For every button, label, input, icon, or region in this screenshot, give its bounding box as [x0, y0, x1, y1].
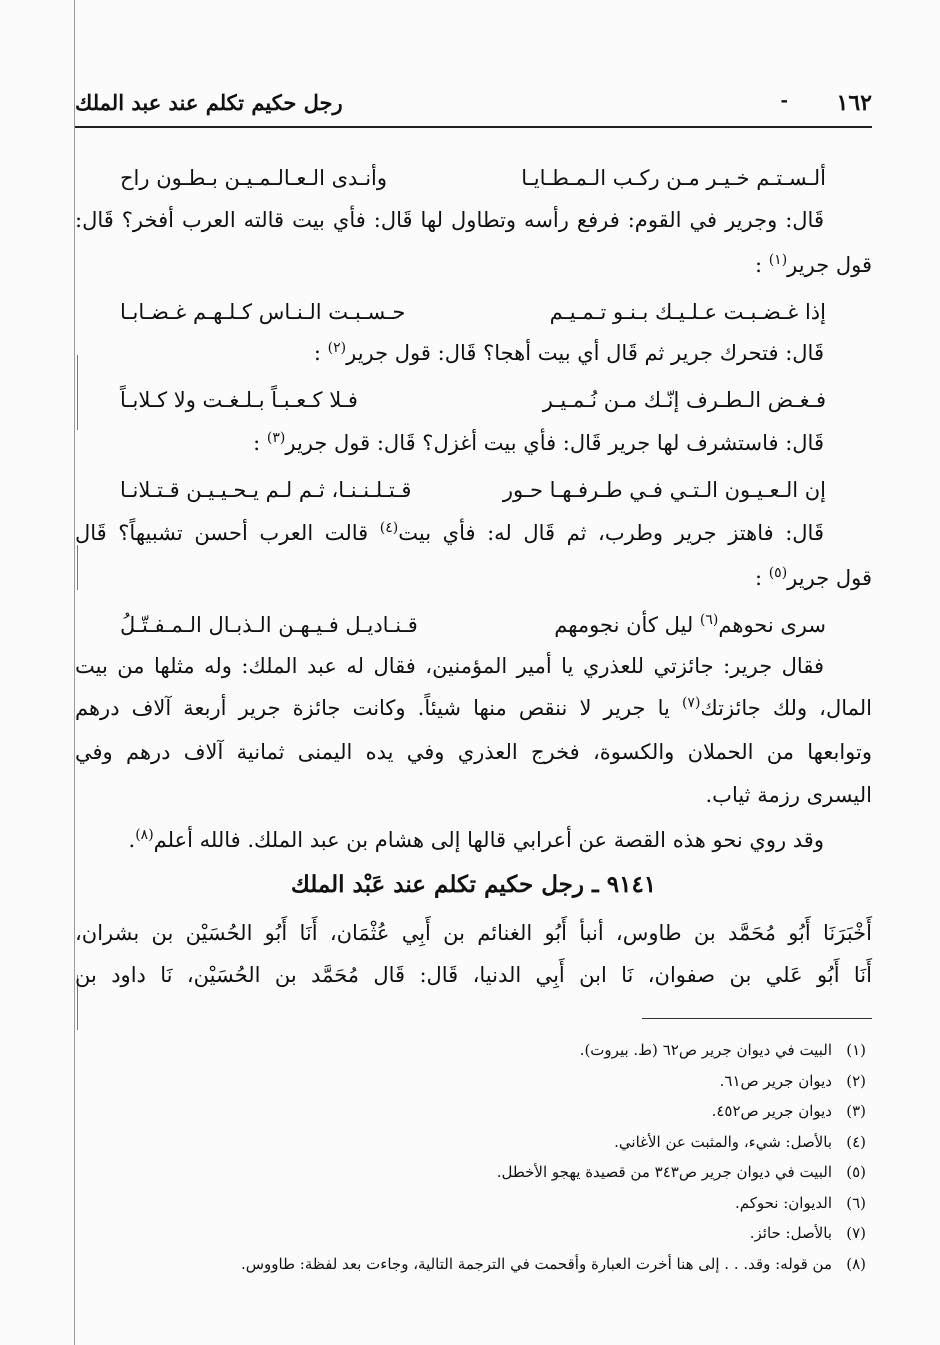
verse-hemistich: وأنـدى الـعـالـمـيـن بـطـون راح — [120, 166, 388, 190]
text-run: وقد روي نحو هذه القصة عن أعرابي قالها إلى هشام بن عبد الملك. فالله أعلم — [153, 828, 824, 852]
text-run: قول جرير — [787, 253, 872, 277]
text-run: قول جرير — [787, 566, 872, 590]
footnote — [120, 1158, 866, 1186]
footnote-ref: (٢) — [327, 340, 347, 356]
footnote-number: (٣) — [846, 1102, 866, 1120]
text-line — [75, 518, 872, 548]
footnote — [120, 1219, 866, 1247]
footnote-ref: (٤) — [379, 520, 399, 536]
footnote-number: (٨) — [846, 1254, 866, 1273]
verse-hemistich: فـغـض الـطـرف إنّـك مـن نُـمـيـر — [542, 388, 826, 412]
footnote-ref: (٦) — [699, 612, 719, 628]
text-run: يا جرير لا ننقص منها شيئاً. وكانت جائزة جرير أربعة آلاف درهم — [75, 696, 670, 720]
footnote-ref: (٨) — [135, 827, 154, 843]
verse-hemistich: إن الـعـيـون الـتـي فـي طـرفـهـا حـور — [502, 478, 826, 502]
footnote-text: الديوان: نحوكم. — [734, 1193, 832, 1212]
footnote — [120, 1097, 866, 1125]
text-run: قالت العرب أحسن تشبيهاً؟ قَال — [75, 521, 369, 545]
header-rule — [75, 126, 872, 128]
section-heading: ٩١٤١ ـ رجل حكيم تكلم عند عَبْد الملك — [290, 871, 657, 898]
text-run: : — [754, 566, 763, 590]
footnote-text: بالأصل: حائز. — [749, 1224, 832, 1242]
text-run: قَال: فاستشرف لها جرير قَال: فأي بيت أغزل؟ قَال: قول جرير — [285, 431, 824, 455]
text-line — [75, 563, 872, 593]
footnote — [120, 1067, 866, 1095]
footnote-text: من قوله: وقد. . . إلى هنا أخرت العبارة وأقحمت في الترجمة التالية، وجاءت بعد لفظة: طاووس. — [240, 1254, 832, 1273]
text-run: : — [754, 253, 763, 277]
text-run: المال، ولك جائزتك — [700, 696, 872, 720]
footnote-ref: (٧) — [681, 695, 701, 711]
text-line — [75, 338, 872, 368]
text-line — [75, 693, 872, 723]
text-line: اليسرى رزمة ثياب. — [705, 783, 872, 807]
text-run: . — [128, 828, 136, 852]
verse-hemistich: حـسـبـت الـنـاس كـلـهـم غـضـابـا — [120, 300, 406, 324]
text-run: قَال: فتحرك جرير ثم قَال أي بيت أهجا؟ قَال: قول جرير — [346, 341, 824, 365]
verse-hemistich: فـلا كـعـبـاً بـلـغـت ولا كـلابـاً — [120, 388, 358, 412]
text-line: وتوابعها من الحملان والكسوة، فخرج العذري وفي يده اليمنى ثمانية آلاف درهم وفي — [75, 740, 872, 764]
text-run: سرى نحوهم — [718, 613, 826, 637]
footnote-text: البيت في ديوان جرير ص٦٢ (ط. بيروت). — [579, 1041, 832, 1059]
page-number: ١٦٢ — [836, 90, 872, 116]
footnote — [120, 1189, 866, 1217]
text-line: قَال: وجرير في القوم: فرفع رأسه وتطاول لها قَال: فأي بيت قالته العرب أفخر؟ قَال: — [75, 208, 824, 232]
footnote-rule — [642, 1018, 872, 1019]
footnote-text: ديوان جرير ص٦١. — [719, 1071, 832, 1090]
footnote-number: (٦) — [846, 1193, 866, 1212]
verse-hemistich — [554, 610, 826, 640]
footnote-number: (٥) — [846, 1163, 866, 1181]
footnote-text: بالأصل: شيء، والمثبت عن الأغاني. — [614, 1132, 832, 1151]
footnote-number: (٤) — [846, 1132, 866, 1151]
text-line — [75, 428, 872, 458]
text-line — [75, 825, 872, 855]
footnote-ref: (١) — [768, 252, 788, 268]
verse-hemistich: ألـسـتـم خـيـر مـن ركـب الـمـطـايـا — [521, 166, 826, 190]
footnote — [120, 1128, 866, 1156]
footnote-number: (٧) — [846, 1224, 866, 1242]
text-run: : — [313, 341, 321, 365]
footnote — [120, 1250, 866, 1278]
text-run: قَال: فاهتز جرير وطرب، ثم قَال له: فأي بيت — [398, 521, 824, 545]
verse-hemistich: قـتـلـنـنـا، ثـم لـم يـحـيـيـن قـتـلانـا — [120, 478, 412, 502]
running-header — [75, 86, 872, 120]
text-line: فقال جرير: جائزتي للعذري يا أمير المؤمنين، فقال له عبد الملك: وله مثلها من بيت — [75, 654, 824, 678]
footnote-text: ديوان جرير ص٤٥٢. — [711, 1102, 832, 1120]
footnote-ref: (٥) — [768, 565, 788, 581]
running-title: رجل حكيم تكلم عند عبد الملك — [75, 90, 343, 115]
text-line: أَنَا أَبُو عَلي بن صفوان، نَا ابن أَبِي الدنيا، قَال: قَال مُحَمَّد بن الحُسَيْن، نَا داود بن — [75, 963, 872, 987]
text-run: ليل كأن نجومهم — [554, 613, 694, 637]
text-run: : — [253, 431, 261, 455]
text-line — [75, 250, 872, 280]
footnote-ref: (٣) — [266, 430, 286, 446]
verse-hemistich: قـنـاديـل فـيـهـن الـذبـال الـمـفـتّـلُ — [120, 613, 418, 637]
header-dash: - — [780, 90, 788, 111]
footnote-number: (٢) — [846, 1071, 866, 1090]
footnote — [120, 1036, 866, 1064]
footnote-text: البيت في ديوان جرير ص٣٤٣ من قصيدة يهجو الأخطل. — [496, 1163, 832, 1181]
verse-hemistich: إذا غـضـبـت عـلـيـك بـنـو تـمـيـم — [549, 300, 826, 324]
footnote-number: (١) — [846, 1041, 866, 1059]
text-line: أَخْبَرَنَا أَبُو مُحَمَّد بن طاوس، أنبأ أَبُو الغنائم بن أَبِي عُثْمَان، أَنَا أَبُو الحُسَيْن بن بشران، — [75, 921, 872, 945]
